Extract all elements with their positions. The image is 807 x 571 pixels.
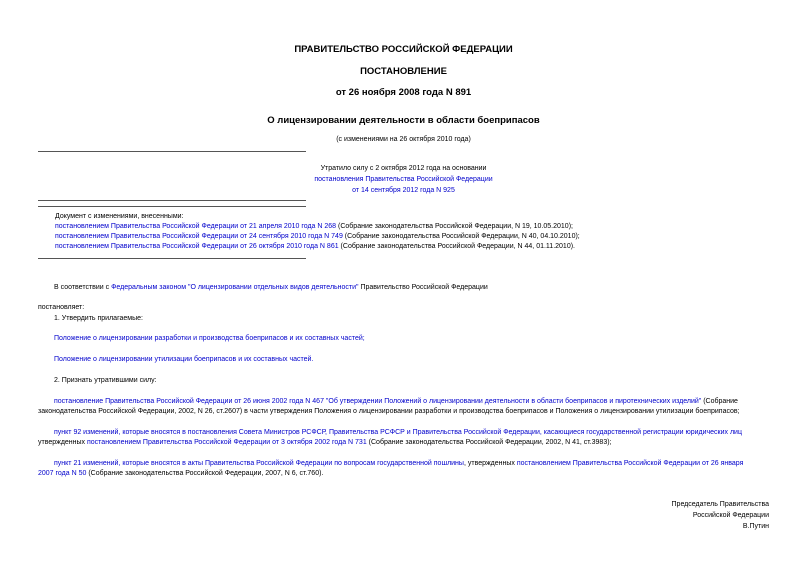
divider — [38, 258, 306, 259]
amendment-source: (Собрание законодательства Российской Федерации, N 19, 10.05.2010); — [336, 223, 573, 230]
expired-link-1[interactable]: постановления Правительства Российской Федерации — [314, 176, 493, 183]
signature-title: Председатель Правительства — [671, 501, 769, 508]
expired-link-2[interactable]: от 14 сентября 2012 года N 925 — [352, 187, 455, 194]
repealed-act-link[interactable]: постановление Правительства Российской Федерации от 26 июня 2002 года N 467 "Об утверждении Положений о лицензировании деятельности в области боеприпасов и пиротехнических изделий" — [54, 398, 702, 405]
signature-name: В.Путин — [742, 523, 769, 530]
repealed-act-1-cont: законодательства Российской Федерации, 2002, N 26, ст.2607) в части утверждения Положения о лицензировании разработки и производства боеприпасов и Положения о лицензировании утилизации боеприпасов; — [38, 408, 740, 415]
repealed-act-text: , утвержденных — [463, 460, 517, 467]
amendment-link[interactable]: постановлением Правительства Российской Федерации от 21 апреля 2010 года N 268 — [55, 223, 337, 230]
changes-note: (с изменениями на 26 октября 2010 года) — [336, 136, 471, 143]
federal-law-link[interactable]: Федеральным законом "О лицензировании отдельных видов деятельности" — [111, 284, 359, 291]
amendment-link[interactable]: постановлением Правительства Российской Федерации от 26 октября 2010 года N 861 — [55, 243, 339, 250]
regulation-link-2[interactable]: Положение о лицензировании утилизации боеприпасов и их составных частей. — [54, 356, 314, 363]
preamble-text: Правительство Российской Федерации — [358, 284, 488, 291]
item-1: 1. Утвердить прилагаемые: — [54, 315, 143, 322]
regulation-link-1[interactable]: Положение о лицензировании разработки и производства боеприпасов и их составных частей; — [54, 335, 365, 342]
repealed-act-text: (Собрание — [701, 398, 738, 405]
repealed-act-link[interactable]: 2007 года N 50 — [38, 470, 87, 477]
amendment-source: (Собрание законодательства Российской Федерации, N 40, 04.10.2010); — [342, 233, 580, 240]
repealed-act-link[interactable]: постановлением Правительства Российской Федерации от 26 января — [516, 460, 744, 467]
repealed-act-text: (Собрание законодательства Российской Федерации, 2002, N 41, ст.3983); — [366, 439, 612, 446]
document-type: ПОСТАНОВЛЕНИЕ — [360, 66, 447, 77]
preamble-text: В соответствии с — [54, 284, 112, 291]
divider — [38, 206, 306, 207]
document-title: О лицензировании деятельности в области боеприпасов — [267, 115, 540, 126]
item-2: 2. Признать утратившими силу: — [54, 377, 157, 384]
repealed-act-3-cont — [38, 468, 323, 479]
government-heading: ПРАВИТЕЛЬСТВО РОССИЙСКОЙ ФЕДЕРАЦИИ — [294, 44, 513, 55]
amendment-source: (Собрание законодательства Российской Федерации, N 44, 01.11.2010). — [338, 243, 575, 250]
amendment-item — [55, 241, 575, 252]
divider — [38, 200, 306, 201]
repealed-act-2-cont — [38, 437, 612, 448]
document-date: от 26 ноября 2008 года N 891 — [335, 87, 472, 98]
divider — [38, 151, 306, 152]
repealed-act-text: утвержденных — [38, 439, 87, 446]
repealed-act-link[interactable]: постановлением Правительства Российской Федерации от 3 октября 2002 года N 731 — [87, 439, 367, 446]
repealed-act-link[interactable]: пункт 92 изменений, которые вносятся в постановления Совета Министров РСФСР, Правительства РСФСР и Правительства Российской Федерации, касающиеся государственной регистрации юридических лиц — [54, 429, 742, 436]
repealed-act-text: (Собрание законодательства Российской Федерации, 2007, N 6, ст.760). — [86, 470, 324, 477]
signature-subtitle: Российской Федерации — [692, 512, 769, 519]
expired-note: Утратило силу с 2 октября 2012 года на основании — [320, 165, 487, 172]
amendments-intro: Документ с изменениями, внесенными: — [55, 213, 184, 220]
amendment-link[interactable]: постановлением Правительства Российской Федерации от 24 сентября 2010 года N 749 — [55, 233, 343, 240]
preamble — [54, 282, 488, 293]
repealed-act-link[interactable]: пункт 21 изменений, которые вносятся в акты Правительства Российской Федерации по вопросам государственной пошлины — [54, 460, 464, 467]
decree-word: постановляет: — [38, 304, 85, 311]
